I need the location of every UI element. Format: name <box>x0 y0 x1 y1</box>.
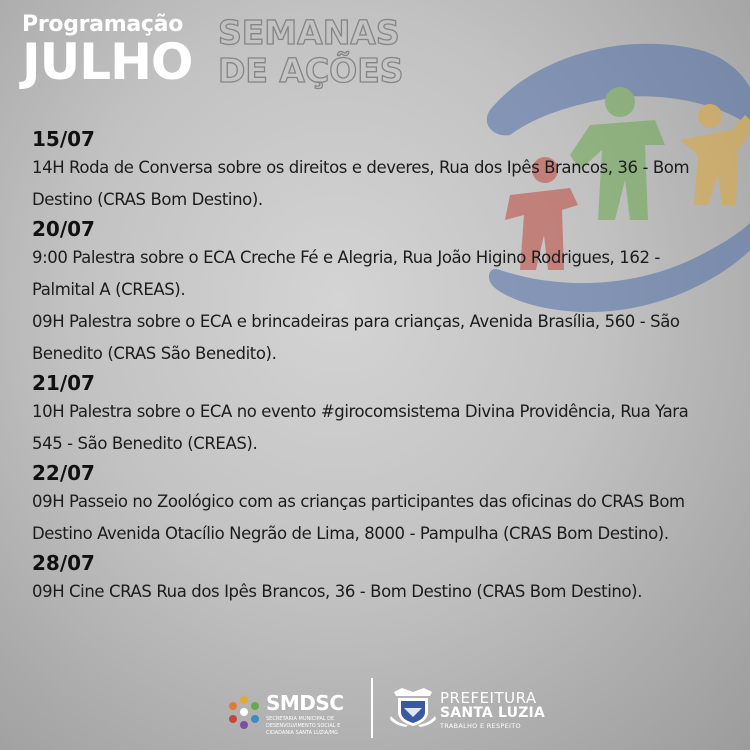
schedule-line: Destino (CRAS Bom Destino). <box>32 190 263 209</box>
schedule-line: 545 - São Benedito (CREAS). <box>32 434 258 453</box>
smdsc-subtitle: SECRETARIA MUNICIPAL DE DESENVOLVIMENTO SOCIAL E CIDADANIA SANTA LUZIA/MG <box>266 716 341 736</box>
schedule-day <box>32 126 744 216</box>
schedule-date: 21/07 <box>32 371 95 395</box>
schedule-line: 10H Palestra sobre o ECA no evento #girocomsistema Divina Providência, Rua Yara <box>32 402 689 421</box>
schedule-line: 09H Palestra sobre o ECA e brincadeiras para crianças, Avenida Brasília, 560 - São <box>32 312 680 331</box>
prefeitura-slogan: TRABALHO E RESPEITO <box>440 722 521 730</box>
schedule-list <box>32 126 744 608</box>
city-crest-icon <box>390 686 436 728</box>
schedule-line: 09H Cine CRAS Rua dos Ipês Brancos, 36 - Bom Destino (CRAS Bom Destino). <box>32 582 643 601</box>
schedule-line: Destino Avenida Otacílio Negrão de Lima, 8000 - Pampulha (CRAS Bom Destino). <box>32 524 669 543</box>
schedule-date: 22/07 <box>32 461 95 485</box>
header-title-line1: SEMANAS <box>218 13 400 52</box>
schedule-day <box>32 370 744 460</box>
header-month: JULHO <box>22 33 193 91</box>
prefeitura-city: SANTA LUZIA <box>440 705 545 721</box>
yellow-figure-head <box>698 104 722 128</box>
schedule-day <box>32 460 744 550</box>
schedule-line: 09H Passeio no Zoológico com as crianças participantes das oficinas do CRAS Bom <box>32 492 685 511</box>
prefeitura-label: PREFEITURA <box>440 689 537 707</box>
header-title-line2: DE AÇÕES <box>218 51 404 90</box>
footer-divider <box>371 678 373 738</box>
schedule-date: 28/07 <box>32 551 95 575</box>
schedule-date: 15/07 <box>32 127 95 151</box>
smdsc-logo-icon <box>226 694 262 730</box>
schedule-day <box>32 216 744 370</box>
header-left <box>22 12 193 91</box>
schedule-line: 9:00 Palestra sobre o ECA Creche Fé e Alegria, Rua João Higino Rodrigues, 162 - <box>32 248 660 267</box>
schedule-line: Benedito (CRAS São Benedito). <box>32 344 277 363</box>
schedule-day <box>32 550 744 608</box>
schedule-date: 20/07 <box>32 217 95 241</box>
schedule-line: 14H Roda de Conversa sobre os direitos e deveres, Rua dos Ipês Brancos, 36 - Bom <box>32 158 690 177</box>
green-figure-head <box>605 87 635 117</box>
smdsc-name: SMDSC <box>266 691 344 715</box>
header-title <box>218 14 404 90</box>
header-prefix: Programação <box>22 12 184 37</box>
schedule-line: Palmital A (CREAS). <box>32 280 186 299</box>
